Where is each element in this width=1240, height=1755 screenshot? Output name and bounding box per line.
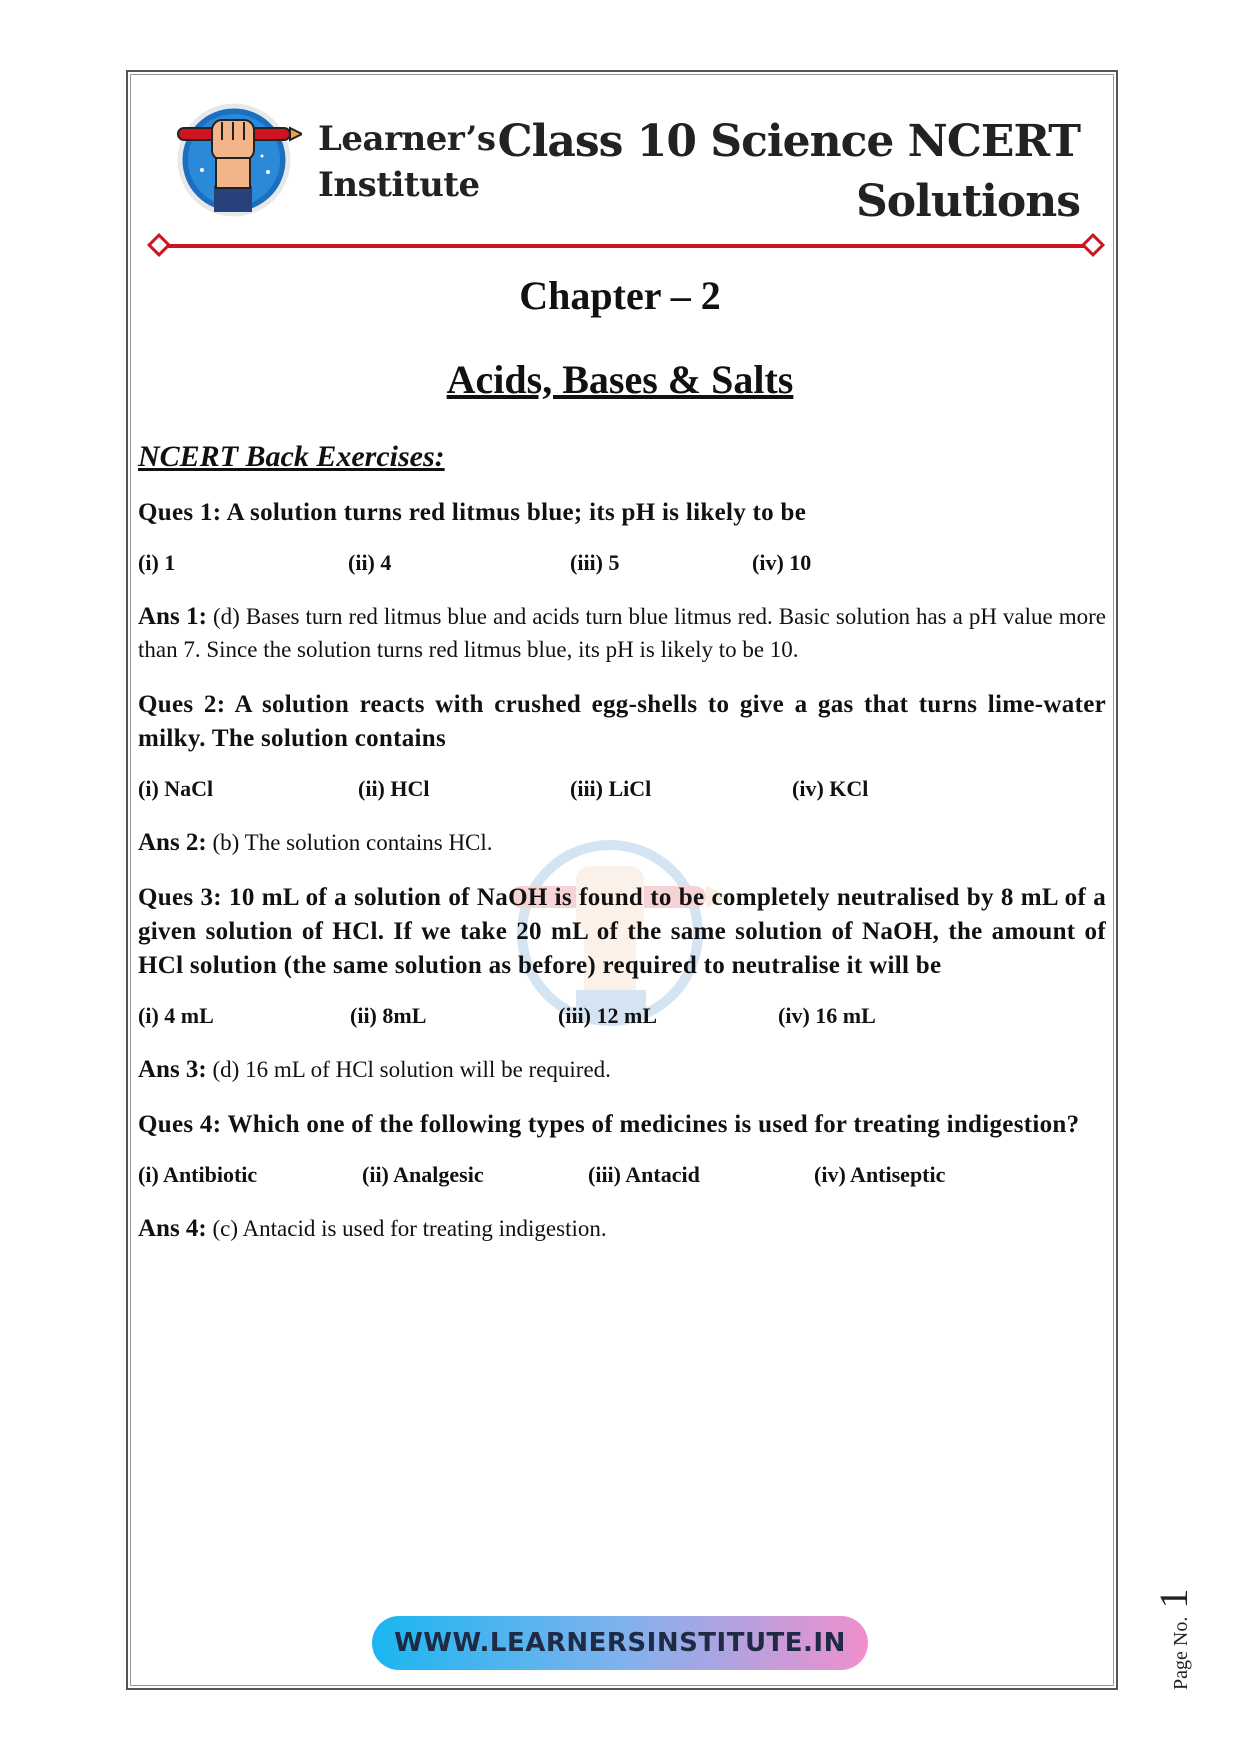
answer-3 — [138, 1053, 1106, 1086]
option-i: (i) 4 mL — [138, 1003, 214, 1028]
header-divider — [146, 232, 1106, 260]
option-iv: (iv) KCl — [792, 776, 869, 801]
page-number-label: Page No. — [1170, 1616, 1192, 1690]
option-iv: (iv) Antiseptic — [814, 1162, 946, 1187]
option-ii: (ii) 4 — [348, 550, 392, 575]
question-3: Ques 3: 10 mL of a solution of NaOH is found to be completely neutralised by 8 mL of a given solution of HCl. If we take 20 mL of the same solution of NaOH, the amount of HCl solution (the same solution as before) required to neutralise it will be — [138, 884, 1106, 979]
answer-text: (d) Bases turn red litmus blue and acids turn blue litmus red. Basic solution has a pH value more than 7. Since the solution turns red litmus blue, its pH is likely to be 10. — [138, 604, 1106, 662]
brand-name — [318, 116, 495, 208]
brand-line-1: Learner’s — [318, 119, 496, 159]
option-iii: (iii) 5 — [570, 550, 620, 575]
answer-label: Ans 2: — [138, 829, 207, 856]
document-title-line-2: Solutions — [856, 176, 1080, 227]
answer-label: Ans 1: — [138, 603, 208, 630]
answer-label: Ans 3: — [138, 1056, 207, 1083]
question-3-options — [138, 1001, 1106, 1033]
question-1-options — [138, 548, 1106, 580]
option-ii: (ii) HCl — [358, 776, 430, 801]
option-iii: (iii) 12 mL — [558, 1003, 657, 1028]
option-i: (i) 1 — [138, 550, 176, 575]
option-ii: (ii) 8mL — [350, 1003, 427, 1028]
option-iii: (iii) Antacid — [588, 1162, 700, 1187]
answer-text: (d) 16 mL of HCl solution will be required. — [206, 1057, 611, 1082]
website-url: WWW.LEARNERSINSTITUTE.IN — [394, 1628, 846, 1658]
answer-text: (c) Antacid is used for treating indigestion. — [206, 1216, 607, 1241]
document-title — [498, 112, 1080, 232]
answer-2 — [138, 826, 1106, 859]
question-2-options — [138, 774, 1106, 806]
option-iv: (iv) 10 — [752, 550, 812, 575]
website-link[interactable] — [372, 1616, 868, 1670]
answer-1 — [138, 600, 1106, 666]
option-i: (i) NaCl — [138, 776, 214, 801]
option-iii: (iii) LiCl — [570, 776, 652, 801]
option-ii: (ii) Analgesic — [362, 1162, 484, 1187]
exercise-content — [138, 440, 1106, 1267]
chapter-heading: Chapter – 2 — [519, 273, 721, 318]
document-title-line-1: Class 10 Science NCERT — [497, 116, 1080, 167]
learners-institute-logo-icon — [172, 100, 302, 220]
question-2: Ques 2: A solution reacts with crushed egg-shells to give a gas that turns lime-water milky. The solution contains — [138, 691, 1106, 752]
question-1: Ques 1: A solution turns red litmus blue; its pH is likely to be — [138, 499, 807, 526]
answer-text: (b) The solution contains HCl. — [206, 830, 493, 855]
brand-line-2: Institute — [318, 165, 480, 205]
page-number — [1150, 1589, 1197, 1690]
question-4-options — [138, 1160, 1106, 1192]
option-iv: (iv) 16 mL — [778, 1003, 876, 1028]
answer-label: Ans 4: — [138, 1215, 207, 1242]
option-i: (i) Antibiotic — [138, 1162, 258, 1187]
section-heading: NCERT Back Exercises: — [138, 440, 445, 473]
question-4: Ques 4: Which one of the following types of medicines is used for treating indigestion? — [138, 1111, 1080, 1138]
page-number-value: 1 — [1151, 1588, 1196, 1609]
chapter-subject: Acids, Bases & Salts — [446, 357, 794, 402]
answer-4 — [138, 1212, 1106, 1245]
